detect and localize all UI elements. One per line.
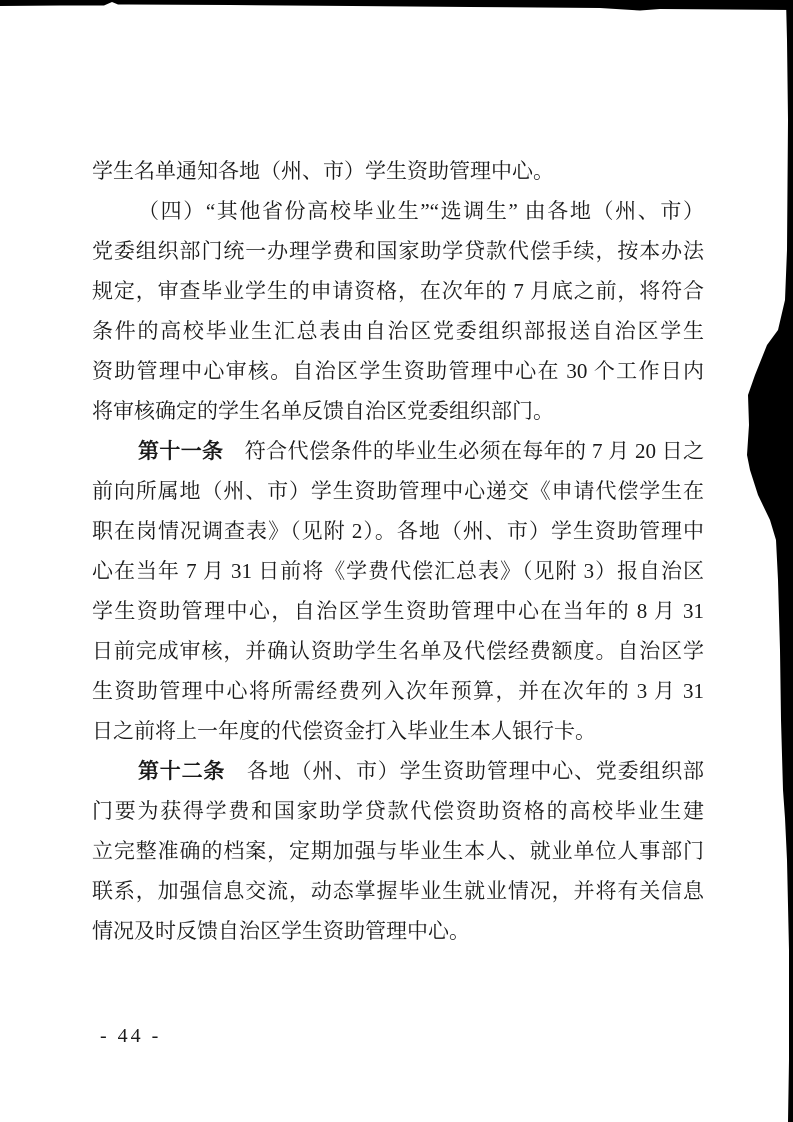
text-line xyxy=(92,751,704,791)
text-line xyxy=(92,431,704,471)
line-text: 情况及时反馈自治区学生资助管理中心。 xyxy=(92,919,470,943)
text-line xyxy=(92,671,704,711)
line-text: 符合代偿条件的毕业生必须在每年的 7 月 20 日之 xyxy=(223,439,704,463)
line-text: （四）“其他省份高校毕业生”“选调生” 由各地（州、市） xyxy=(138,199,704,223)
line-text: 日之前将上一年度的代偿资金打入毕业生本人银行卡。 xyxy=(92,719,596,743)
article-number: 第十二条 xyxy=(138,759,226,783)
text-line xyxy=(92,551,704,591)
text-line xyxy=(92,911,704,951)
text-line xyxy=(92,871,704,911)
text-line xyxy=(92,351,704,391)
line-text: 日前完成审核，并确认资助学生名单及代偿经费额度。自治区学 xyxy=(92,639,704,663)
text-line xyxy=(92,271,704,311)
text-line xyxy=(92,631,704,671)
line-text: 心在当年 7 月 31 日前将《学费代偿汇总表》（见附 3）报自治区 xyxy=(92,559,704,583)
text-line xyxy=(92,231,704,271)
line-text: 学生名单通知各地（州、市）学生资助管理中心。 xyxy=(92,159,554,183)
text-line xyxy=(92,831,704,871)
text-line xyxy=(92,791,704,831)
line-text: 将审核确定的学生名单反馈自治区党委组织部门。 xyxy=(92,399,554,423)
document-body xyxy=(92,151,704,951)
line-text: 党委组织部门统一办理学费和国家助学贷款代偿手续，按本办法 xyxy=(92,239,704,263)
line-text: 生资助管理中心将所需经费列入次年预算，并在次年的 3 月 31 xyxy=(92,679,704,703)
text-line xyxy=(92,151,704,191)
text-line xyxy=(92,711,704,751)
line-text: 各地（州、市）学生资助管理中心、党委组织部 xyxy=(225,759,704,783)
page-number: - 44 - xyxy=(100,1025,162,1047)
text-line xyxy=(92,511,704,551)
scan-artifact-right-edge xyxy=(747,0,793,1122)
line-text: 立完整准确的档案，定期加强与毕业生本人、就业单位人事部门 xyxy=(92,839,704,863)
line-text: 前向所属地（州、市）学生资助管理中心递交《申请代偿学生在 xyxy=(92,479,704,503)
line-text: 资助管理中心审核。自治区学生资助管理中心在 30 个工作日内 xyxy=(92,359,704,383)
text-line xyxy=(92,191,704,231)
text-line xyxy=(92,311,704,351)
text-line xyxy=(92,471,704,511)
line-text: 学生资助管理中心，自治区学生资助管理中心在当年的 8 月 31 xyxy=(92,599,704,623)
line-text: 职在岗情况调查表》（见附 2）。各地（州、市）学生资助管理中 xyxy=(92,519,704,543)
line-text: 条件的高校毕业生汇总表由自治区党委组织部报送自治区学生 xyxy=(92,319,704,343)
article-number: 第十一条 xyxy=(138,439,224,463)
line-text: 规定，审查毕业学生的申请资格，在次年的 7 月底之前，将符合 xyxy=(92,279,704,303)
text-line xyxy=(92,391,704,431)
scan-artifact-top-edge xyxy=(0,0,793,11)
text-line xyxy=(92,591,704,631)
line-text: 门要为获得学费和国家助学贷款代偿资助资格的高校毕业生建 xyxy=(92,799,704,823)
line-text: 联系，加强信息交流，动态掌握毕业生就业情况，并将有关信息 xyxy=(92,879,704,903)
